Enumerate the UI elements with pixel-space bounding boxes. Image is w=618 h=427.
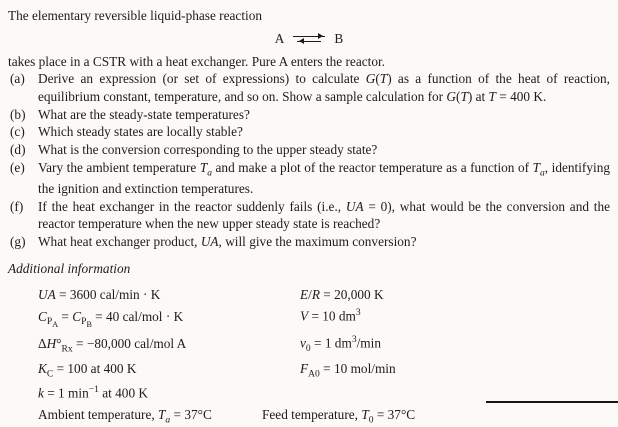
problem-item-b: [8, 106, 610, 124]
forward-arrow-icon: [293, 36, 325, 37]
info-cell-right: E/R = 20,000 K: [300, 287, 384, 303]
info-cell-left: Ambient temperature, $T_a = 37^\circ C$: [38, 406, 212, 426]
problem-text: Vary the ambient temperature $T_a$ and make a plot of the reactor temperature as a function of $T_a$, identifying the ignition and extinction temperatures.: [38, 159, 610, 197]
reaction-equation: [8, 29, 610, 49]
problem-item-c: [8, 123, 610, 141]
problem-item-e: [8, 159, 610, 198]
problem-item-f: [8, 198, 610, 233]
problem-item-g: [8, 233, 610, 251]
info-cell-left: UA = 3600 cal/min · K: [38, 287, 161, 303]
info-cell-left: $K_C = 100$ at 400 K: [38, 360, 137, 380]
equilibrium-arrows-icon: [293, 36, 325, 42]
problem-text: What heat exchanger product, UA, will give the maximum conversion?: [38, 234, 417, 250]
info-cell-right: $F_{A0} = 10$ mol/min: [300, 360, 396, 380]
reactant-a: A: [274, 30, 285, 46]
info-row: [38, 286, 610, 303]
info-cell-right: Feed temperature, $T_0 = 37^\circ C$: [262, 406, 416, 426]
problem-label: (c): [10, 124, 25, 140]
additional-info-table: [8, 286, 610, 426]
problem-item-a: [8, 70, 610, 105]
info-cell-left: $\Delta H^\circ_{Rx} = -80,000$ cal/mol A: [38, 335, 187, 355]
problem-text: Derive an expression (or set of expressions) to calculate G(T) as a function of the heat of reaction, equilibrium constant, temperature, and so on. Show a sample calculation for G(T) at T = 400 K.: [38, 71, 611, 105]
page-edge-rule: [486, 401, 618, 403]
info-cell-right: V = 10 $dm^3$: [300, 307, 361, 324]
problem-text: Which steady states are locally stable?: [38, 124, 243, 140]
problem-text: What are the steady-state temperatures?: [38, 106, 250, 122]
problem-label: (a): [10, 71, 25, 87]
info-row: [38, 384, 610, 402]
problem-list: [8, 70, 610, 250]
problem-label: (d): [10, 142, 26, 158]
problem-label: (b): [10, 106, 26, 122]
continuation-text: takes place in a CSTR with a heat exchanger. Pure A enters the reactor.: [8, 53, 385, 69]
reverse-arrow-icon: [297, 41, 321, 42]
problem-label: (g): [10, 234, 26, 250]
info-row: [38, 406, 610, 427]
problem-label: (e): [10, 159, 25, 175]
info-cell-left: $C_{P_A} = C_{P_B} = 40$ cal/mol · K: [38, 308, 184, 330]
additional-info-heading: Additional information: [8, 260, 131, 276]
problem-item-d: [8, 141, 610, 159]
intro-text: The elementary reversible liquid-phase reaction: [8, 8, 263, 23]
problem-label: (f): [10, 198, 24, 214]
info-cell-right: $v_0 = 1$ $dm^3/\min$: [300, 334, 381, 355]
info-row: [38, 360, 610, 381]
info-cell-left: k = 1 $\min^{-1}$ at 400 K: [38, 384, 149, 401]
info-row: [38, 334, 610, 356]
product-b: B: [334, 30, 344, 46]
problem-text: If the heat exchanger in the reactor suddenly fails (i.e., UA = 0), what would be the conversion and the reactor temperature when the new upper steady state is reached?: [38, 198, 610, 232]
info-row: [38, 307, 610, 331]
problem-text: What is the conversion corresponding to the upper steady state?: [38, 142, 378, 158]
